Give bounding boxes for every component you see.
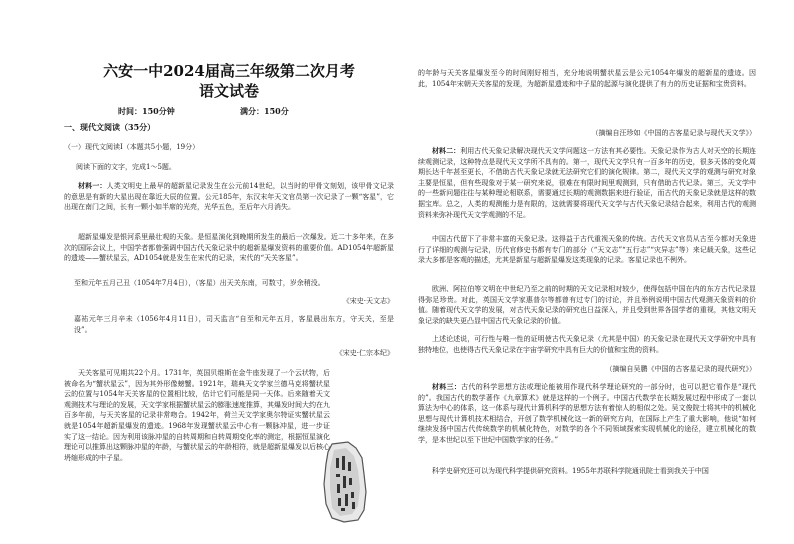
material1-label: 材料一： — [78, 181, 107, 190]
right-p1: 的年龄与天关客星爆发至今的时间刚好相当，充分地说明蟹状星云是公元1054年爆发的超新星的遗迹。因此，1054年宋朝天关客星的发现，为超新星遗迹和中子星的起源与演化提供了有力的历史证据和宝贵资料。 — [418, 69, 756, 88]
section-heading: 一、现代文阅读（35分） — [64, 122, 156, 132]
material1-p1 — [64, 181, 394, 223]
source-1: 《宋史·天文志》 — [342, 297, 394, 305]
material1-p1-text: 人类文明史上最早的超新星记录发生在公元前14世纪，以当时的甲骨文刻划，该甲骨文记录的意思是有新的大星出现在靠近大辰的位置。公元185年，东汉末年天文官员第一次记录了一颗“客星”，它出现在南门之间，长有一颗小如半席的光亮，光华五色，至后年六月消失。 — [64, 182, 394, 212]
material2-p — [418, 146, 756, 220]
rubbing-image — [318, 440, 370, 524]
right-source-2: （摘编自吴鹏《中国的古客星记录的现代研究》） — [605, 365, 756, 373]
quote-2: 嘉祐元年三月辛未（1056年4月11日），司天监言“自至和元年五月，客星晨出东方，守天关，至是没”。 — [74, 315, 394, 334]
exam-subtitle: 语文试卷 — [198, 82, 259, 100]
right-p2: 中国古代留下了非常丰富的天象记录。这得益于古代重视天象的传统。古代天文官员从古至今都对天象进行了详细的观测与记录，历代官修史书都有专门的部分（“天文志”“五行志”“灾异志”等）来记载天象，这些记录大多都是客观的描述，尤其是新星与超新星爆发这类现象的记录。客星记录也不例外。 — [418, 235, 756, 265]
source-2: 《宋史·仁宗本纪》 — [335, 349, 394, 357]
material3-p — [418, 382, 756, 466]
material2-text: 利用古代天象记录解决现代天文学问题这一方法有其必要性。天象记录作为古人对天空的长期连续观测记录，这种特点是现代天文学所不具有的。第一，现代天文学只有一百多年的历史，很多天体的变化周期长达千年甚至更长，不借助古代天象记录就无法研究它们的演化规律。第二，现代天文学的观测与研究对象主要是恒星，但有些现象对于某一研究来说，很难在有限时间里观测到，只有借助古代记录。第三，天文学中的一些新问题往往与某种理论相联系，需要通过长期的观测数据来进行验证，而古代的天象记录就是这样的数据宝库。总之，人类的观测能力是有限的，这就需要将现代天文学与古代天象记录结合起来，利用古代的观测资料来弥补现代天文学观测的不足。 — [418, 147, 756, 219]
quote-1: 至和元年五月己丑（1054年7月4日），（客星）出天关东南，可数寸，岁余稍没。 — [74, 279, 325, 287]
instruction: 阅读下面的文字，完成1～5题。 — [76, 163, 176, 171]
score-label: 满分：150分 — [240, 106, 289, 116]
right-source-1: （摘编自汪珍如《中国的古客星记录与现代天文学》） — [591, 129, 756, 137]
material1-p3: 天关客星可见期共22个月。1731年，英国贝维斯在金牛座发现了一个云状物，后被命名为“蟹状星云”，因为其外形像螃蟹。1921年，瑞典天文学家兰德马克将蟹状星云的位置与1054年天关客星的位置相比较，估计它们可能是同一天体。后来随着天文观测技术与理论的发展，天文学家根据蟹状星云的膨胀速度推算，其爆发时间大约在九百多年前，与天关客星的记录非常吻合。1942年，荷兰天文学家奥尔特证实蟹状星云就是1054年超新星爆发的遗迹。1968年发现蟹状星云中心有一颗脉冲星，进一步证实了这一结论。因为利用该脉冲星的自转周期和自转周期变化率的测定，根据恒星演化理论可以推算出这颗脉冲星的年龄，与蟹状星云的年龄相符，就是超新星爆发以后核心坍缩形成的中子星。 — [64, 369, 330, 462]
material3-text: 古代的科学思想方法或理论能被用作现代科学理论研究的一部分时，也可以把它看作是“现代的”。我国古代的数学著作《九章算术》就是这样的一个例子。中国古代数学在长期发展过程中形成了一套以算法为中心的体系，这一体系与现代计算机科学的思想方法有着惊人的相似之处。吴文俊院士将其中的机械化思想与现代计算机技术相结合，开创了数学机械化这一新的研究方向，在国际上产生了重大影响，他说“如何继续发扬中国古代传统数学的机械化特色，对数学的各个不同领域探索实现机械化的途径，建立机械化的数学，是本世纪以至下世纪中国数学家的任务。” — [418, 383, 756, 444]
material1-p2: 超新星爆发是银河系里最壮观的天象。是恒星演化到晚期所发生的最后一次爆发。近二十多年来，在多次的国际会议上，中国学者都曾强调中国古代天象记录中的超新星爆发资料的重要价值。AD1054年超新星的遗迹——蟹状星云，AD1054就是发生在宋代的记录，宋代的“天关客星”。 — [64, 233, 394, 263]
material3-label: 材料三： — [432, 382, 462, 391]
right-p5: 科学史研究还可以为现代科学提供研究资料。1955年苏联科学院通讯院士看到我关于中国 — [432, 467, 709, 475]
right-p4: 上述论述说，可行性与唯一性的证明使古代天象记录（尤其是中国）的天象记录在现代天文学研究中具有独特地位，也使得古代天象记录在宇宙学研究中具有巨大的价值和宝贵的资料。 — [418, 335, 756, 354]
time-label: 时间：150分钟 — [118, 106, 175, 116]
exam-title: 六安一中2024届高三年级第二次月考 — [103, 62, 355, 80]
material2-label: 材料二： — [432, 146, 461, 155]
right-p3: 欧洲、阿拉伯等文明在中世纪乃至之前的时期的天文记录相对较少，使得包括中国在内的东方古代记录显得弥足珍贵。对此，英国天文学家惠普尔等都曾有过专门的讨论，并且举例说明中国古代观测天象资料的价值。随着现代天文学的发展，对古代天象记录的研究也日益深入，并且受到世界各国学者的重视，其他文明天象记录的缺失更凸显中国古代天象记录的价值。 — [418, 285, 756, 325]
sub-heading: （一）现代文阅读Ⅰ（本题共5小题，19分） — [64, 143, 200, 151]
